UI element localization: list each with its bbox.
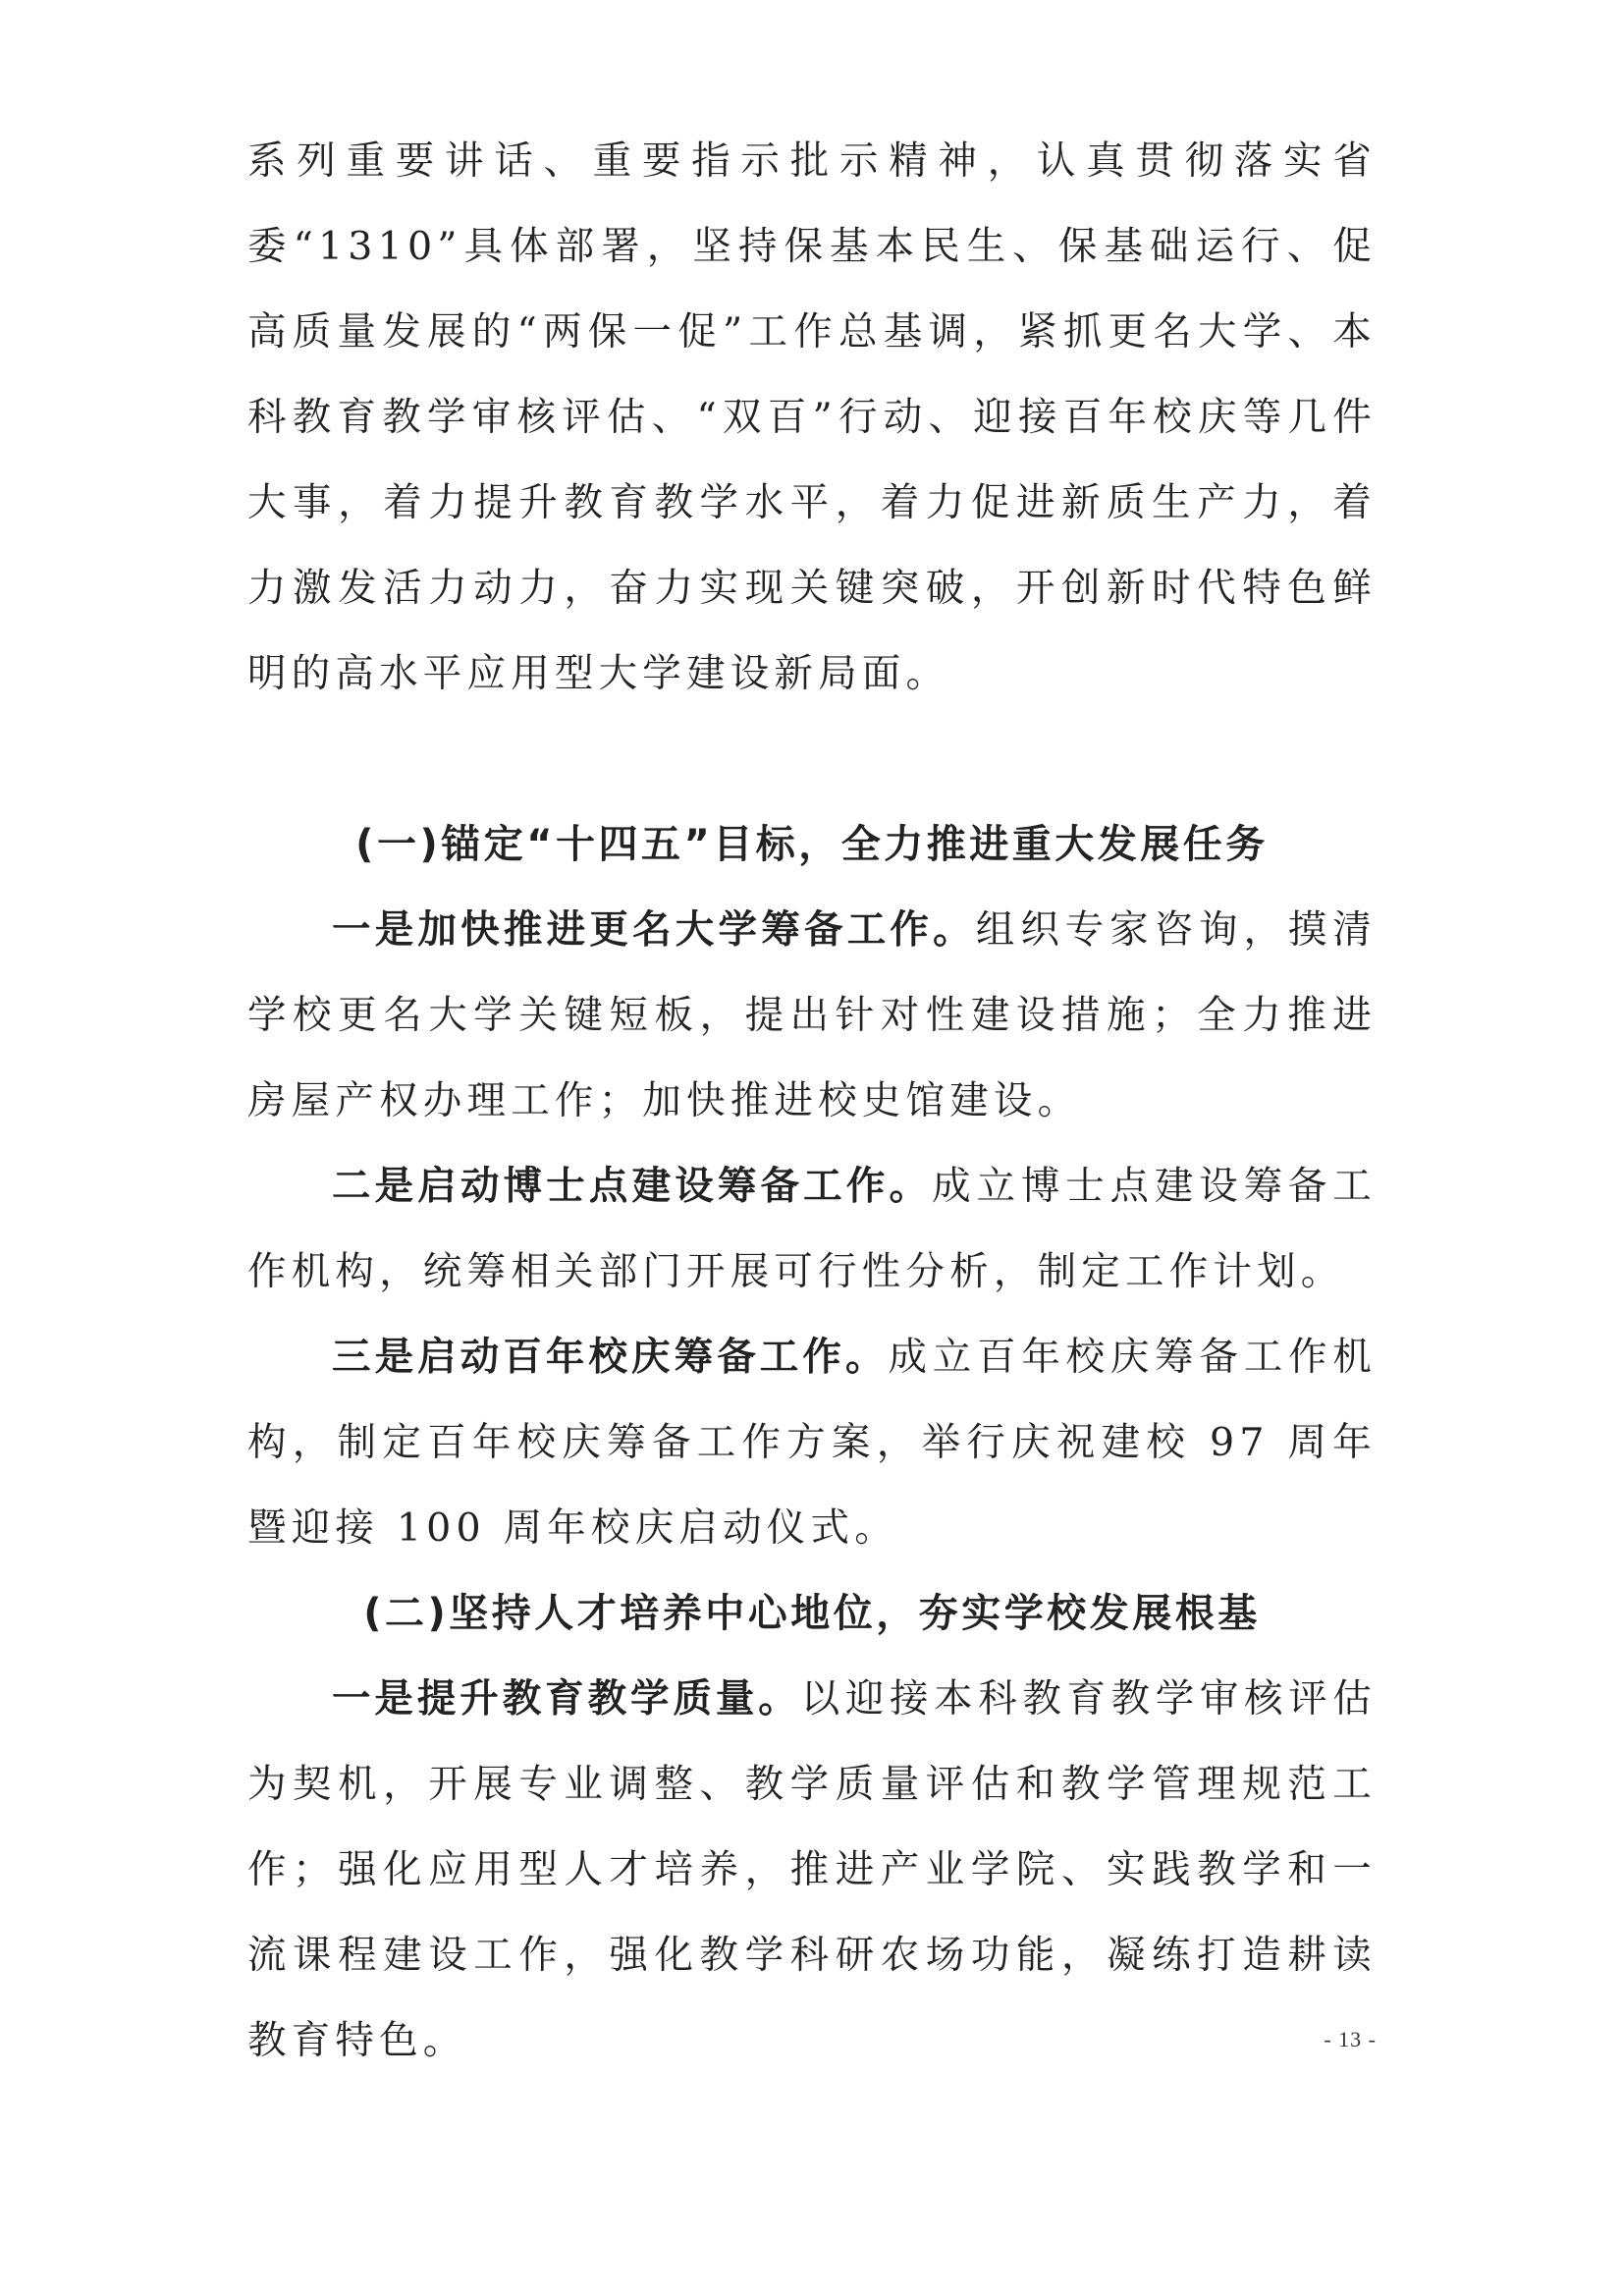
opening-paragraph: 系列重要讲话、重要指示批示精神，认真贯彻落实省委“1310”具体部署，坚持保基本民生、保基础运行、促高质量发展的“两保一促”工作总基调，紧抓更名大学、本科教育教学审核评估、“双百”行动、迎接百年校庆等几件大事，着力提升教育教学水平，着力促进新质生产力，着力激发活力动力，奋力实现关键突破，开创新时代特色鲜明的高水平应用型大学建设新局面。 xyxy=(247,138,1377,696)
section-2-paragraph-1-lead: 一是提升教育教学质量。 xyxy=(332,1676,801,1722)
section-1-paragraph-2 xyxy=(247,1144,1377,1315)
section-1-paragraph-1 xyxy=(247,888,1377,1144)
section-1-paragraph-3-text: 成立百年校庆筹备工作机构，制定百年校庆筹备工作方案，举行庆祝建校 97 周年暨迎接 100 周年校庆启动仪式。 xyxy=(247,1335,1377,1551)
section-2-paragraph-1-text: 以迎接本科教育教学审核评估为契机，开展专业调整、教学质量评估和教学管理规范工作；强化应用型人才培养，推进产业学院、实践教学和一流课程建设工作，强化教学科研农场功能，凝练打造耕读教育特色。 xyxy=(247,1676,1377,2063)
section-2-paragraph-1 xyxy=(247,1657,1377,2084)
section-1-paragraph-1-lead: 一是加快推进更名大学筹备工作。 xyxy=(332,907,976,953)
section-1-paragraph-1-text: 组织专家咨询，摸清学校更名大学关键短板，提出针对性建设措施；全力推进房屋产权办理工作；加快推进校史馆建设。 xyxy=(247,907,1377,1123)
section-1-paragraph-3-lead: 三是启动百年校庆筹备工作。 xyxy=(332,1335,889,1380)
section-1-paragraph-3 xyxy=(247,1315,1377,1571)
section-2-heading: (二)坚持人才培养中心地位，夯实学校发展根基 xyxy=(363,1591,1261,1636)
section-1-paragraph-2-lead: 二是启动博士点建设筹备工作。 xyxy=(332,1164,933,1209)
page-number: - 13 - xyxy=(1324,2027,1377,2051)
section-1-paragraph-2-text: 成立博士点建设筹备工作机构，统筹相关部门开展可行性分析，制定工作计划。 xyxy=(247,1164,1378,1294)
section-1-heading: (一)锚定“十四五”目标，全力推进重大发展任务 xyxy=(355,822,1269,867)
